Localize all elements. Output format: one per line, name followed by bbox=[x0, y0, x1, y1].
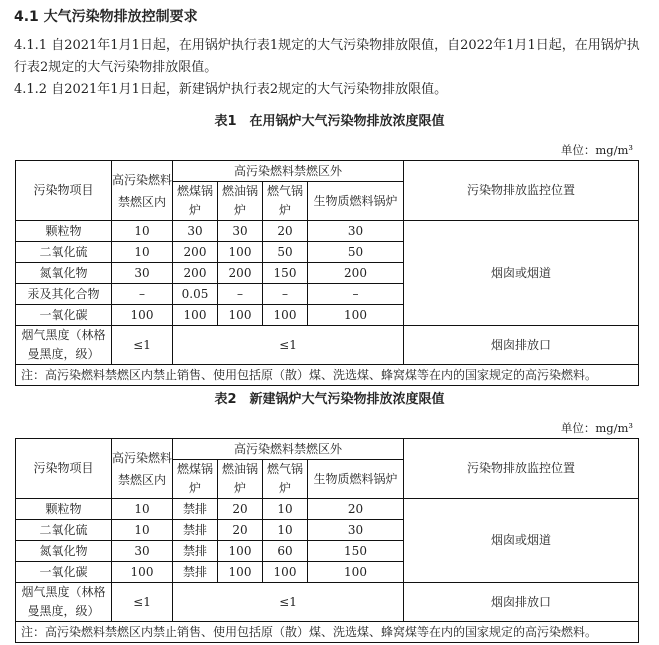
header-row bbox=[16, 161, 639, 182]
table-caption: 表1 在用锅炉大气污染物排放浓度限值 bbox=[214, 114, 445, 129]
table-cell: 10 bbox=[263, 520, 308, 541]
table-cell: 20 bbox=[218, 520, 263, 541]
table-cell: 100 bbox=[218, 242, 263, 263]
table-cell: 10 bbox=[112, 242, 173, 263]
table-cell: 200 bbox=[308, 263, 404, 284]
table-cell: 30 bbox=[308, 520, 404, 541]
unit-label: 单位：mg/m³ bbox=[560, 421, 633, 435]
unit-label: 单位：mg/m³ bbox=[560, 143, 633, 157]
paragraph-4-1-2: 4.1.2 自2021年1月1日起，新建锅炉执行表2规定的大气污染物排放限值。 bbox=[14, 82, 448, 97]
table-cell: 100 bbox=[173, 305, 218, 326]
table-cell: 200 bbox=[173, 242, 218, 263]
table-note: 注：高污染燃料禁燃区内禁止销售、使用包括原（散）煤、洗选煤、蜂窝煤等在内的国家规定的高污染燃料。 bbox=[16, 622, 639, 643]
table-cell: 150 bbox=[263, 263, 308, 284]
table-cell: 100 bbox=[112, 305, 173, 326]
monitor-location: 烟囱或烟道 bbox=[404, 221, 639, 326]
smoke-row bbox=[16, 326, 639, 365]
table-cell: 100 bbox=[263, 305, 308, 326]
header-oil: 燃油锅炉 bbox=[218, 182, 263, 221]
header-inside: 高污染燃料禁燃区内 bbox=[112, 439, 173, 499]
table-cell: 100 bbox=[263, 562, 308, 583]
table-cell: 禁排 bbox=[173, 562, 218, 583]
table-cell: 30 bbox=[218, 221, 263, 242]
table-cell: 禁排 bbox=[173, 541, 218, 562]
header-item: 污染物项目 bbox=[16, 439, 112, 499]
table-cell: 200 bbox=[173, 263, 218, 284]
table-cell: 10 bbox=[112, 221, 173, 242]
table-cell: 150 bbox=[308, 541, 404, 562]
table-cell: 30 bbox=[112, 541, 173, 562]
monitor-location: 烟囱或烟道 bbox=[404, 499, 639, 583]
emission-limits-table bbox=[15, 438, 639, 643]
header-bio: 生物质燃料锅炉 bbox=[308, 460, 404, 499]
header-bio: 生物质燃料锅炉 bbox=[308, 182, 404, 221]
table-cell: 一氧化碳 bbox=[16, 305, 112, 326]
note-row bbox=[16, 365, 639, 386]
table-cell: 汞及其化合物 bbox=[16, 284, 112, 305]
table-cell: 100 bbox=[218, 562, 263, 583]
table-cell: 氮氧化物 bbox=[16, 263, 112, 284]
header-monitor: 污染物排放监控位置 bbox=[404, 439, 639, 499]
header-outside: 高污染燃料禁燃区外 bbox=[173, 161, 404, 182]
table-cell: 50 bbox=[263, 242, 308, 263]
table-cell: 20 bbox=[218, 499, 263, 520]
table-cell: 100 bbox=[112, 562, 173, 583]
smoke-inside: ≤1 bbox=[112, 583, 173, 622]
table-cell: 0.05 bbox=[173, 284, 218, 305]
header-gas: 燃气锅炉 bbox=[263, 460, 308, 499]
smoke-monitor: 烟囱排放口 bbox=[404, 326, 639, 365]
table-cell: 禁排 bbox=[173, 520, 218, 541]
smoke-item: 烟气黑度（林格曼黑度，级） bbox=[16, 583, 112, 622]
table-cell: 颗粒物 bbox=[16, 221, 112, 242]
header-inside: 高污染燃料禁燃区内 bbox=[112, 161, 173, 221]
table-cell: 100 bbox=[308, 305, 404, 326]
emission-limits-table bbox=[15, 160, 639, 386]
table-cell: 二氧化硫 bbox=[16, 242, 112, 263]
note-row bbox=[16, 622, 639, 643]
table-cell: 10 bbox=[263, 499, 308, 520]
header-coal: 燃煤锅炉 bbox=[173, 182, 218, 221]
table-cell: 禁排 bbox=[173, 499, 218, 520]
table-cell: – bbox=[263, 284, 308, 305]
table-cell: 50 bbox=[308, 242, 404, 263]
header-monitor: 污染物排放监控位置 bbox=[404, 161, 639, 221]
table-cell: 30 bbox=[173, 221, 218, 242]
table-cell: – bbox=[308, 284, 404, 305]
header-coal: 燃煤锅炉 bbox=[173, 460, 218, 499]
table-cell: 100 bbox=[218, 305, 263, 326]
paragraph-4-1-1: 4.1.1 自2021年1月1日起，在用锅炉执行表1规定的大气污染物排放限值，自2022年1月1日起，在用锅炉执行表2规定的大气污染物排放限值。 bbox=[14, 38, 640, 75]
table-cell: 60 bbox=[263, 541, 308, 562]
smoke-inside: ≤1 bbox=[112, 326, 173, 365]
table-cell: 20 bbox=[308, 499, 404, 520]
table-cell: 100 bbox=[218, 541, 263, 562]
table-cell: 颗粒物 bbox=[16, 499, 112, 520]
table-cell: – bbox=[112, 284, 173, 305]
header-row bbox=[16, 439, 639, 460]
table-cell: 10 bbox=[112, 499, 173, 520]
header-oil: 燃油锅炉 bbox=[218, 460, 263, 499]
smoke-outside: ≤1 bbox=[173, 326, 404, 365]
smoke-item: 烟气黑度（林格曼黑度，级） bbox=[16, 326, 112, 365]
header-outside: 高污染燃料禁燃区外 bbox=[173, 439, 404, 460]
table-cell: 20 bbox=[263, 221, 308, 242]
table-cell: 氮氧化物 bbox=[16, 541, 112, 562]
table-note: 注：高污染燃料禁燃区内禁止销售、使用包括原（散）煤、洗选煤、蜂窝煤等在内的国家规定的高污染燃料。 bbox=[16, 365, 639, 386]
table-cell: 10 bbox=[112, 520, 173, 541]
smoke-monitor: 烟囱排放口 bbox=[404, 583, 639, 622]
table-row bbox=[16, 499, 639, 520]
table-cell: 100 bbox=[308, 562, 404, 583]
table-cell: 二氧化硫 bbox=[16, 520, 112, 541]
table-cell: 一氧化碳 bbox=[16, 562, 112, 583]
header-gas: 燃气锅炉 bbox=[263, 182, 308, 221]
table-cell: 30 bbox=[112, 263, 173, 284]
header-item: 污染物项目 bbox=[16, 161, 112, 221]
table-cell: 30 bbox=[308, 221, 404, 242]
section-heading: 4.1 大气污染物排放控制要求 bbox=[14, 9, 198, 25]
table-cell: 200 bbox=[218, 263, 263, 284]
smoke-row bbox=[16, 583, 639, 622]
smoke-outside: ≤1 bbox=[173, 583, 404, 622]
table-row bbox=[16, 221, 639, 242]
table-caption: 表2 新建锅炉大气污染物排放浓度限值 bbox=[214, 392, 445, 407]
table-cell: – bbox=[218, 284, 263, 305]
